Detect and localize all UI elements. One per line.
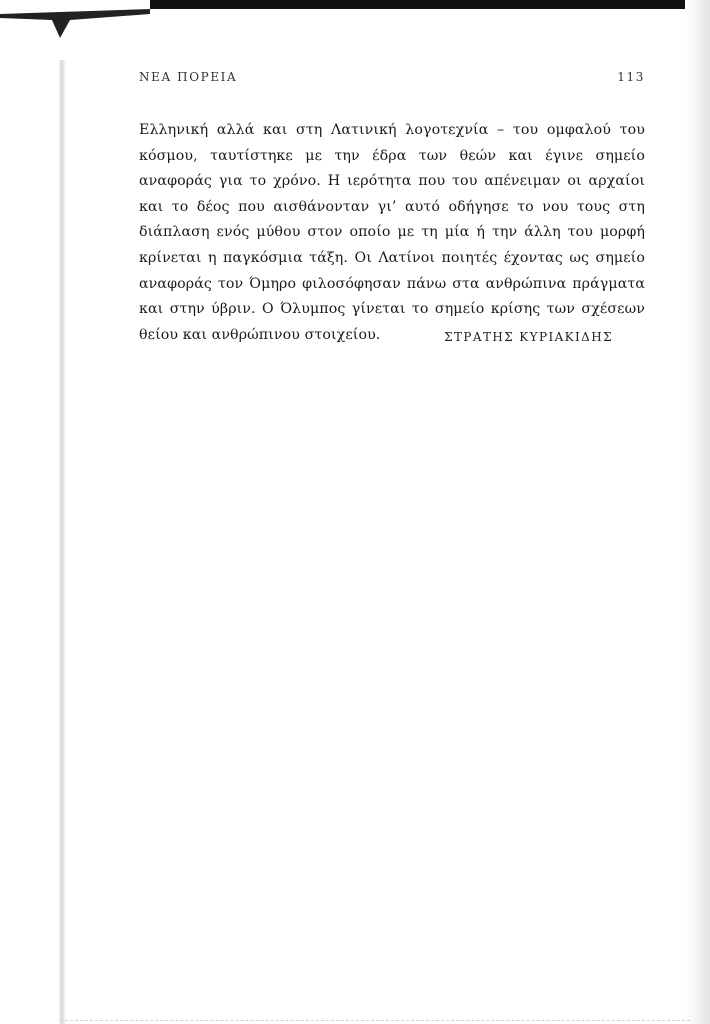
running-head — [139, 70, 645, 84]
body-paragraph: Ελληνική αλλά και στη Λατινική λογοτεχνία – του ομφαλού του κόσμου, ταυτίστηκε με την έδρα των θεών και έγινε σημείο αναφοράς για το χρόνο. Η ιερότητα που του απένειμαν οι αρχαίοι και το δέος που αισθάνονταν γι’ αυτό οδήγησε το νου τους στη διάπλαση ενός μύθου στον οποίο με τη μία ή την άλλη του μορφή κρίνεται η παγκόσμια τάξη. Οι Λατίνοι ποιητές έχοντας ως σημείο αναφοράς τον Όμηρο φιλοσόφησαν πάνω στα ανθρώπινα πράγματα και στην ύβριν. Ο Όλυμπος γίνεται το σημείο κρίσης των σχέσεων θείου και ανθρώπινου στοιχείου. — [139, 122, 645, 343]
scan-right-edge-shadow — [685, 0, 710, 1024]
article-body — [139, 118, 645, 348]
scan-left-gutter-shadow — [58, 60, 66, 1024]
page-number: 113 — [617, 70, 645, 84]
journal-title: ΝΕΑ ΠΟΡΕΙΑ — [139, 70, 238, 84]
scan-corner-shadow — [0, 0, 150, 40]
author-signature: ΣΤΡΑΤΗΣ ΚΥΡΙΑΚΙΔΗΣ — [444, 330, 613, 344]
scan-top-edge-shadow — [150, 0, 685, 9]
scan-bottom-edge — [60, 1020, 690, 1024]
